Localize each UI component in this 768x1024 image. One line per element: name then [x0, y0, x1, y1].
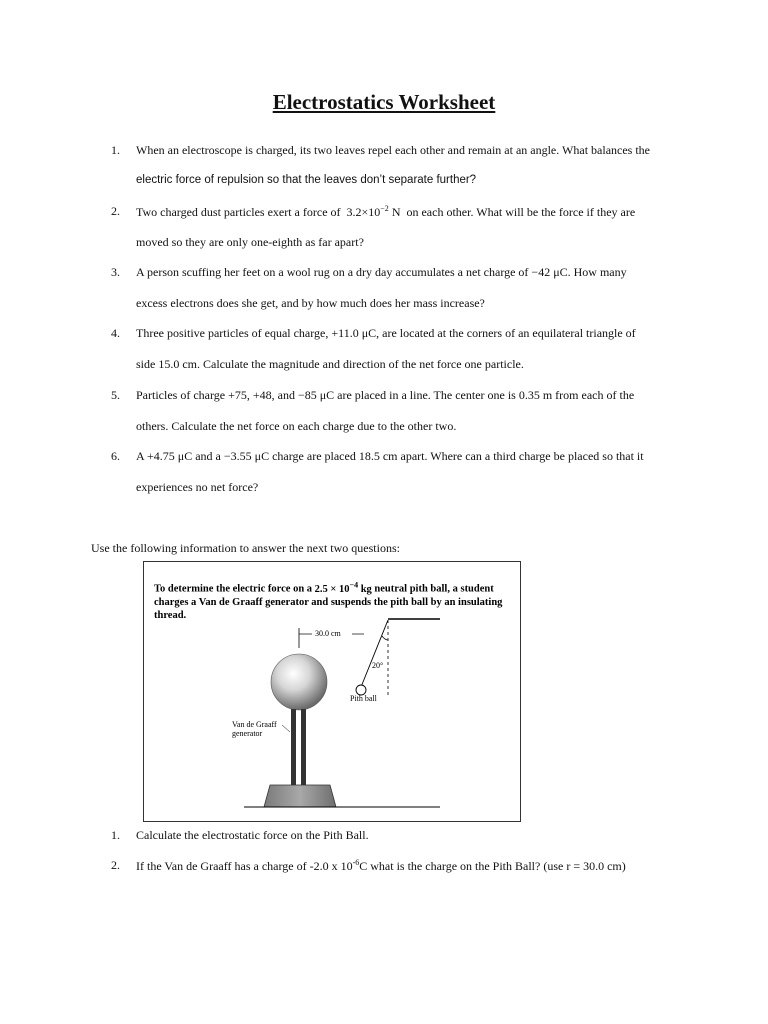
- figure-caption: [154, 578, 514, 622]
- mass-unit: kg: [360, 583, 372, 595]
- charge-values: +75, +48, and −85 μC: [228, 388, 335, 402]
- question-number: 1.: [111, 143, 120, 157]
- generator-label-2: generator: [232, 729, 263, 738]
- charge-exponent: -6: [352, 858, 360, 867]
- question-text-line1: [136, 327, 691, 339]
- charge-value: −42 μC.: [531, 265, 571, 279]
- question-number: 6.: [111, 449, 120, 463]
- question-text: A: [136, 449, 145, 463]
- force-exponent: −2: [380, 204, 389, 213]
- question-number: 2.: [111, 204, 120, 218]
- question-text: Three positive particles of equal charge,: [136, 326, 329, 340]
- question-number: 2.: [111, 858, 120, 872]
- question-text-line1: [136, 389, 691, 401]
- generator-column-right: [301, 709, 306, 785]
- question-text: are placed in a line. The center one is 0.35 m from each of the: [337, 388, 635, 402]
- question-text: on each other. What will be the force if they are: [406, 205, 636, 219]
- force-value: [344, 205, 404, 219]
- pith-ball-label: Pith ball: [350, 694, 377, 703]
- question-text: are located at the corners of an equilateral triangle of: [382, 326, 636, 340]
- question-text: and a: [195, 449, 221, 463]
- generator-label-1: Van de Graaff: [232, 720, 277, 729]
- question-text: Calculate the electrostatic force on the Pith Ball.: [136, 828, 369, 842]
- question-text-post: C what is the charge on the Pith Ball? (use r = 30.0 cm): [359, 859, 626, 873]
- distance-label: 30.0 cm: [315, 629, 341, 638]
- question-text: Particles of charge: [136, 388, 226, 402]
- intro-text: Use the following information to answer the next two questions:: [91, 541, 400, 555]
- question-text-line2: electric force of repulsion so that the leaves don’t separate further?: [136, 174, 477, 186]
- charge-value-1: +4.75 μC: [147, 449, 193, 463]
- question-number: 4.: [111, 326, 120, 340]
- caption-text: neutral pith ball, a student charges a Van de Graaff generator and suspends the pith ball by an insulating thread.: [154, 583, 503, 621]
- question-number: 3.: [111, 265, 120, 279]
- caption-text: To determine the electric force on a: [154, 583, 313, 595]
- question-text-line1: [136, 205, 691, 218]
- generator-base: [264, 785, 336, 807]
- question-number: 1.: [111, 828, 120, 842]
- generator-dome: [271, 654, 327, 710]
- angle-label: 20°: [372, 661, 384, 670]
- question-text-line1: When an electroscope is charged, its two leaves repel each other and remain at an angle. What balances the: [136, 143, 650, 157]
- question-text-pre: If the Van de Graaff has a charge of -2.0 x 10: [136, 859, 353, 873]
- question-text-line2: experiences no net force?: [136, 480, 259, 494]
- angle-arc: [382, 636, 388, 640]
- force-base: 3.2×10: [346, 205, 381, 219]
- question-text-line2: others. Calculate the net force on each charge due to the other two.: [136, 419, 457, 433]
- charge-value: +11.0 μC,: [331, 326, 380, 340]
- question-text-line2: moved so they are only one-eighth as far apart?: [136, 235, 364, 249]
- pith-ball-figure: [143, 561, 521, 822]
- worksheet-title: Electrostatics Worksheet: [272, 90, 496, 114]
- mass-base: 2.5 × 10: [314, 583, 350, 595]
- question-text-line2: side 15.0 cm. Calculate the magnitude and direction of the net force one particle.: [136, 357, 524, 371]
- pith-thread: [361, 620, 388, 687]
- question-text: A person scuffing her feet on a wool rug on a dry day accumulates a net charge of: [136, 265, 529, 279]
- force-unit: N: [391, 205, 401, 219]
- question-number: 5.: [111, 388, 120, 402]
- mass-exponent: −4: [349, 580, 359, 589]
- question-text-line2: excess electrons does she get, and by how much does her mass increase?: [136, 296, 485, 310]
- mass-value: [314, 580, 372, 595]
- question-text-line1: [136, 266, 691, 278]
- generator-column-left: [291, 709, 296, 785]
- charge-value-2: −3.55 μC: [223, 449, 270, 463]
- question-text: How many: [573, 265, 627, 279]
- question-text: charge are placed 18.5 cm apart. Where can a third charge be placed so that it: [272, 449, 644, 463]
- question-text: Two charged dust particles exert a force of: [136, 205, 341, 219]
- question-text: [136, 858, 626, 874]
- question-text-line1: [136, 450, 691, 462]
- generator-pointer: [282, 725, 290, 732]
